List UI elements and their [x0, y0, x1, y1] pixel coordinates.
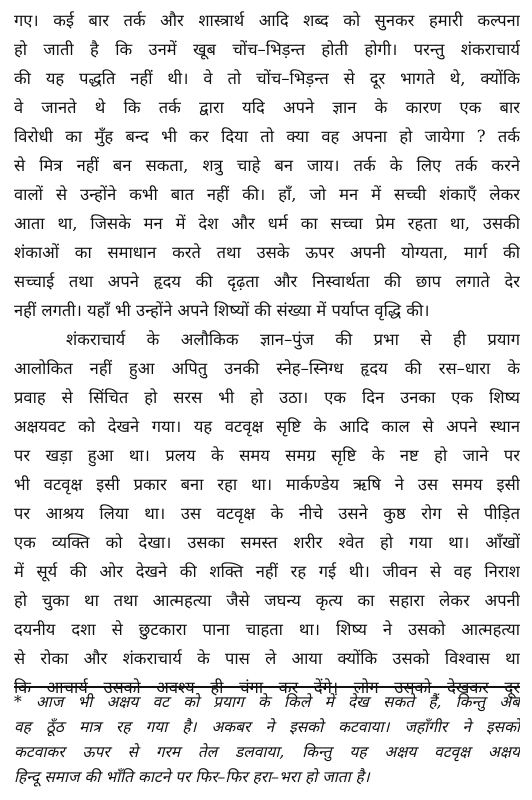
text-line: वे जानते थे कि तर्क द्वारा यदि अपने ज्ञान के कारण एक बार: [14, 98, 520, 117]
text-line: वालों से उन्होंने कभी बात नहीं की। हाँ, जो मन में सच्ची शंकाएँ लेकर: [14, 185, 520, 204]
page-body: [14, 6, 520, 702]
text-line: में सूर्य की ओर देखने की शक्ति नहीं रह गई थी। जीवन से वह निराश: [14, 562, 520, 581]
text-line: की यह पद्धति नहीं थी। वे तो चोंच–भिड़न्त से दूर भागते थे, क्योंकि: [14, 69, 520, 88]
text-line: से मित्र नहीं बन सकता, शत्रु चाहे बन जाय। तर्क के लिए तर्क करने: [14, 156, 520, 175]
text-line: एक व्यक्ति को देखा। उसका समस्त शरीर श्वेत हो गया था। आँखों: [14, 533, 520, 552]
text-line: आलोकित नहीं हुआ अपितु उनकी स्नेह–स्निग्ध हृदय की रस–धारा के: [14, 359, 520, 378]
text-line: पर आश्रय लिया था। उस वटवृक्ष के नीचे उसने कुष्ठ रोग से पीड़ित: [14, 504, 520, 523]
text-line: विरोधी का मुँह बन्द भी कर दिया तो क्या वह अपना हो जायेगा ? तर्क: [14, 127, 520, 146]
footnote-line: हिन्दू समाज की भाँति काटने पर फिर–फिर हरा–भरा हो जाता है।: [14, 768, 370, 786]
text-line: शंकाओं का समाधान करते तथा उसके ऊपर अपनी योग्यता, मार्ग की: [14, 243, 520, 262]
text-line: से रोका और शंकराचार्य के पास ले आया क्योंकि उसको विश्वास था: [14, 649, 520, 668]
paragraph-akshayavat: [14, 325, 520, 702]
text-line: हो जाती है कि उनमें खूब चोंच–भिड़न्त होती होगी। परन्तु शंकराचार्य: [14, 40, 520, 59]
footnote: [14, 690, 520, 790]
text-line: नहीं लगती। यहाँ भी उन्होंने अपने शिष्यों की संख्या में पर्याप्त वृद्धि की।: [14, 301, 430, 320]
footnote-divider: [14, 686, 520, 688]
text-line: दयनीय दशा से छुटकारा पाना चाहता था। शिष्य ने उसको आत्महत्या: [14, 620, 520, 639]
text-line: अक्षयवट को देखने गया। यह वटवृक्ष सृष्टि के आदि काल से अपने स्थान: [14, 417, 520, 436]
text-line: आता था, जिसके मन में देश और धर्म का सच्चा प्रेम रहता था, उसकी: [14, 214, 520, 233]
footnote-line: * आज भी अक्षय वट को प्रयाग के किले में देख सकते हैं, किन्तु अब: [14, 693, 520, 711]
text-line: हो चुका था तथा आत्महत्या जैसे जघन्य कृत्य का सहारा लेकर अपनी: [14, 591, 520, 610]
text-line: कि आचार्य उसको अवश्य ही चंगा कर देंगे। लोग उसको देखकर दूर: [14, 678, 520, 697]
footnote-line: वह ठूँठ मात्र रह गया है। अकबर ने इसको कटवाया। जहाँगीर ने इसको: [14, 718, 520, 736]
text-line: गए। कई बार तर्क और शास्त्रार्थ आदि शब्द को सुनकर हमारी कल्पना: [14, 11, 520, 30]
text-line: शंकराचार्य के अलौकिक ज्ञान–पुंज की प्रभा से ही प्रयाग: [66, 330, 520, 349]
footnote-line: कटवाकर ऊपर से गरम तेल डलवाया, किन्तु यह अक्षय वटवृक्ष अक्षय: [14, 743, 520, 761]
text-line: भी वटवृक्ष इसी प्रकार बना रहा था। मार्कण्डेय ऋषि ने उस समय इसी: [14, 475, 520, 494]
paragraph-shankaracharya-debate: [14, 6, 520, 325]
text-line: पर खड़ा हुआ था। प्रलय के समय समग्र सृष्टि के नष्ट हो जाने पर: [14, 446, 520, 465]
text-line: सच्चाई तथा अपने हृदय की दृढ़ता और निस्वार्थता की छाप लगाते देर: [14, 272, 520, 291]
text-line: प्रवाह से सिंचित हो सरस भी हो उठा। एक दिन उनका एक शिष्य: [14, 388, 520, 407]
